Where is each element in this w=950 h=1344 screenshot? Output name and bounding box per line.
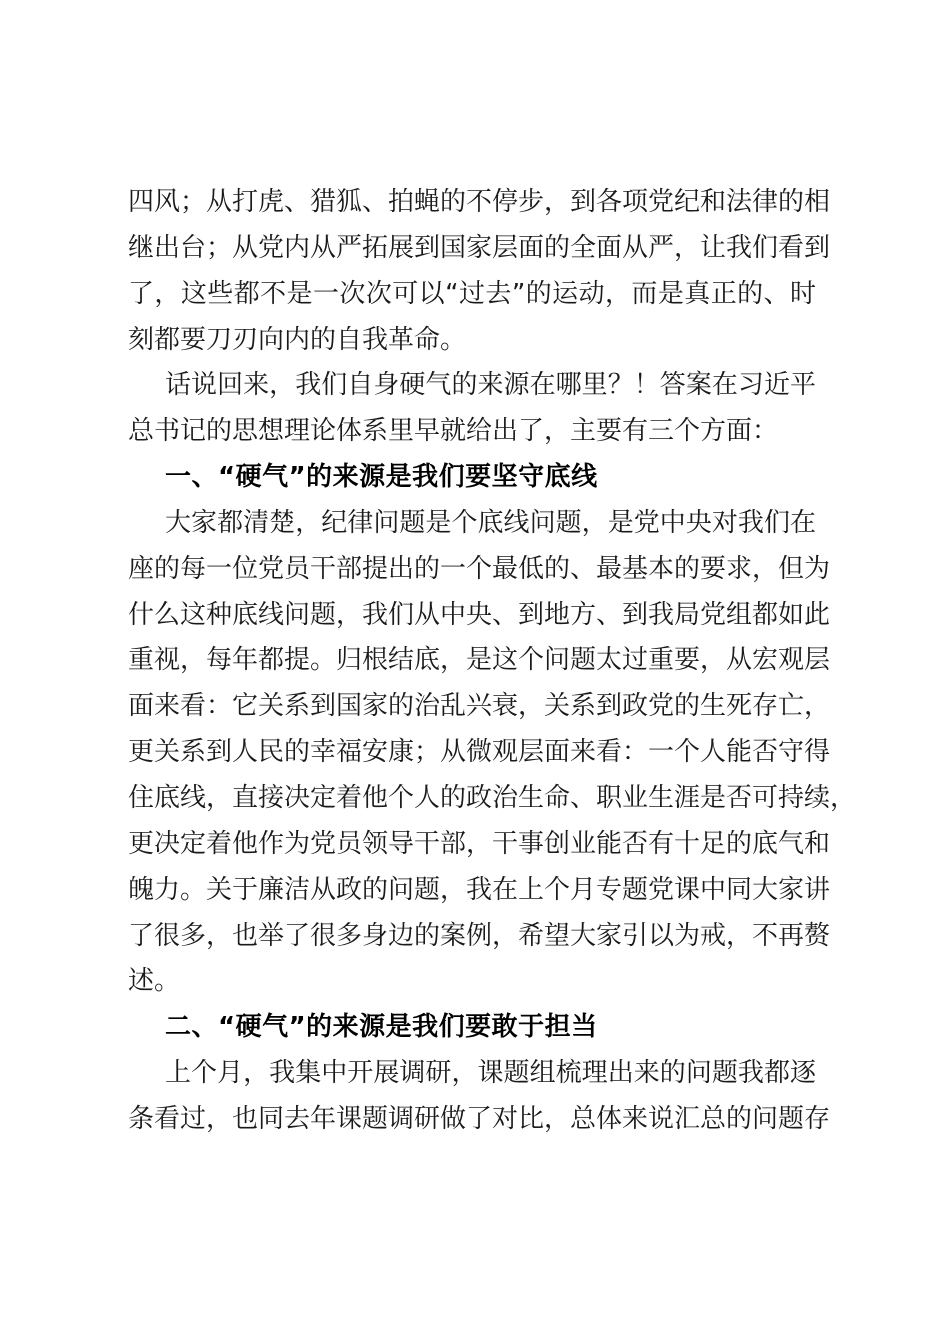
text-line: 四风；从打虎、猎狐、拍蝇的不停步，到各项党纪和法律的相 xyxy=(128,187,831,217)
section-heading-2: 二、“硬气”的来源是我们要敢于担当 xyxy=(165,1012,598,1043)
text-line: 面来看：它关系到国家的治乱兴衰，关系到政党的生死存亡， xyxy=(128,691,831,722)
text-line: 大家都清楚，纪律问题是个底线问题，是党中央对我们在 xyxy=(165,507,816,538)
section-heading-1: 一、“硬气”的来源是我们要坚守底线 xyxy=(165,462,598,493)
text-line: 总书记的思想理论体系里早就给出了，主要有三个方面： xyxy=(128,416,779,447)
text-line: 了很多，也举了很多身边的案例，希望大家引以为戒，不再赘 xyxy=(128,920,831,951)
text-line: 继出台；从党内从严拓展到国家层面的全面从严，让我们看到 xyxy=(128,232,831,263)
text-line: 座的每一位党员干部提出的一个最低的、最基本的要求，但为 xyxy=(128,553,831,584)
text-line: 重视，每年都提。归根结底，是这个问题太过重要，从宏观层 xyxy=(128,645,831,676)
text-line: 上个月，我集中开展调研，课题组梳理出来的问题我都逐 xyxy=(165,1058,816,1089)
text-line: 了，这些都不是一次次可以“过去”的运动，而是真正的、时 xyxy=(128,278,816,309)
text-line: 更关系到人民的幸福安康；从微观层面来看：一个人能否守得 xyxy=(128,737,831,768)
document-page xyxy=(0,180,950,1143)
text-line: 什么这种底线问题，我们从中央、到地方、到我局党组都如此 xyxy=(128,599,831,630)
text-line: 魄力。关于廉洁从政的问题，我在上个月专题党课中同大家讲 xyxy=(128,874,831,905)
text-line: 住底线，直接决定着他个人的政治生命、职业生涯是否可持续， xyxy=(128,782,857,813)
text-line: 话说回来，我们自身硬气的来源在哪里？！答案在习近平 xyxy=(165,370,816,401)
text-line: 述。 xyxy=(128,966,181,997)
text-line: 更决定着他作为党员领导干部，干事创业能否有十足的底气和 xyxy=(128,828,831,859)
text-line: 条看过，也同去年课题调研做了对比，总体来说汇总的问题存 xyxy=(128,1103,831,1134)
text-line: 刻都要刀刃向内的自我革命。 xyxy=(128,324,467,355)
